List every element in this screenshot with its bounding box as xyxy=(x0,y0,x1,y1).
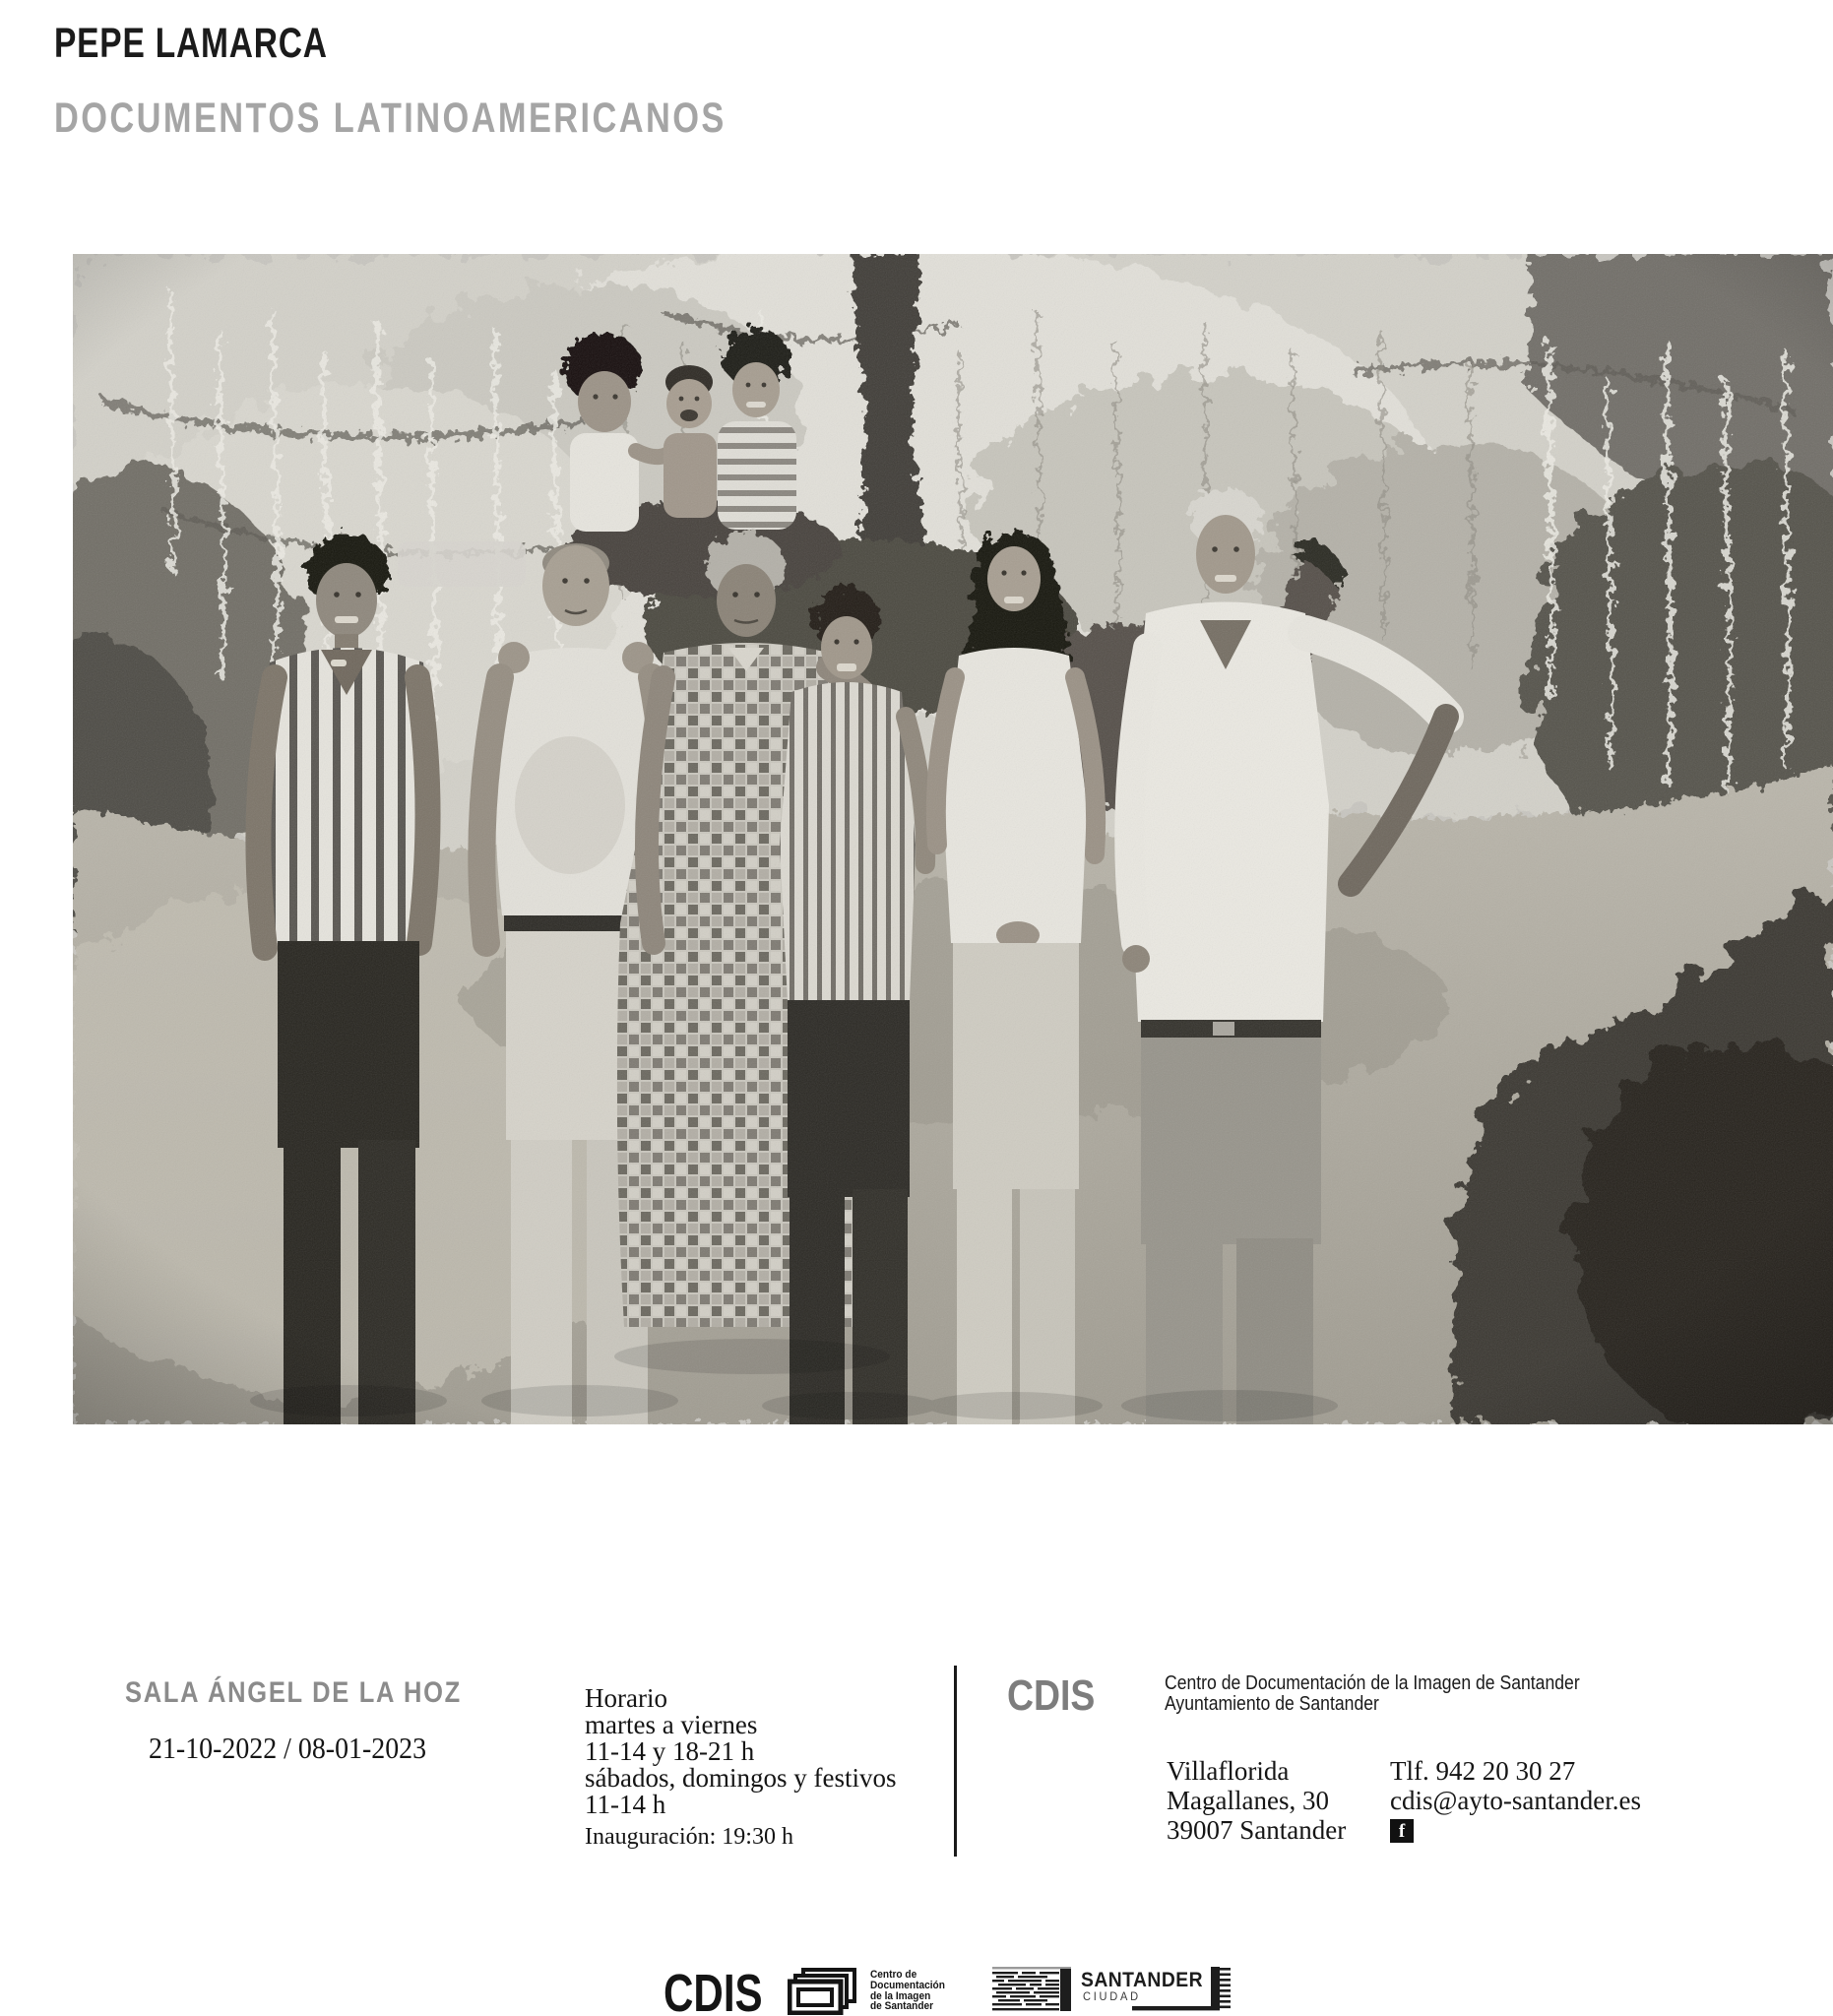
cdis-logo-caption: Centro de Documentación de la Imagen de Santander xyxy=(870,1969,945,2013)
address-line: 39007 Santander xyxy=(1167,1815,1347,1845)
organizer-name xyxy=(1165,1673,1636,1715)
schedule-heading: Horario xyxy=(585,1683,667,1713)
organizer-address xyxy=(1167,1756,1346,1845)
vertical-divider xyxy=(954,1666,957,1857)
venue-name: SALA ÁNGEL DE LA HOZ xyxy=(125,1676,462,1709)
organizer-contact xyxy=(1390,1756,1641,1815)
santander-logo-lines-block xyxy=(992,1967,1071,2016)
santander-logo-wordmark: SANTANDER xyxy=(1081,1969,1203,1991)
santander-logo-subtitle: CIUDAD xyxy=(1083,1989,1141,2003)
address-line: Magallanes, 30 xyxy=(1167,1786,1329,1815)
schedule-line: 11-14 y 18-21 h xyxy=(585,1736,755,1766)
schedule-line: sábados, domingos y festivos xyxy=(585,1763,897,1793)
facebook-icon: f xyxy=(1390,1819,1414,1843)
organizer-name-line1: Centro de Documentación de la Imagen de Santander xyxy=(1165,1672,1580,1694)
schedule-line: 11-14 h xyxy=(585,1790,666,1819)
email-address: cdis@ayto-santander.es xyxy=(1390,1786,1642,1815)
phone-number: Tlf. 942 20 30 27 xyxy=(1390,1756,1576,1786)
address-line: Villaflorida xyxy=(1167,1756,1290,1786)
cdis-logo-frames-icon xyxy=(788,1968,858,2016)
exhibition-title: DOCUMENTOS LATINOAMERICANOS xyxy=(54,94,727,142)
exhibition-dates: 21-10-2022 / 08-01-2023 xyxy=(149,1731,427,1765)
artist-name: PEPE LAMARCA xyxy=(54,20,328,67)
schedule-line: martes a viernes xyxy=(585,1710,758,1739)
exhibition-photograph xyxy=(73,254,1833,1424)
santander-logo-comb-icon xyxy=(1130,1967,1231,2016)
organizer-name-line2: Ayuntamiento de Santander xyxy=(1165,1693,1379,1715)
schedule-block xyxy=(585,1685,897,1851)
opening-time: Inauguración: 19:30 h xyxy=(585,1824,793,1850)
organizer-acronym: CDIS xyxy=(1007,1671,1096,1720)
cdis-logo-wordmark: CDIS xyxy=(664,1964,763,2016)
